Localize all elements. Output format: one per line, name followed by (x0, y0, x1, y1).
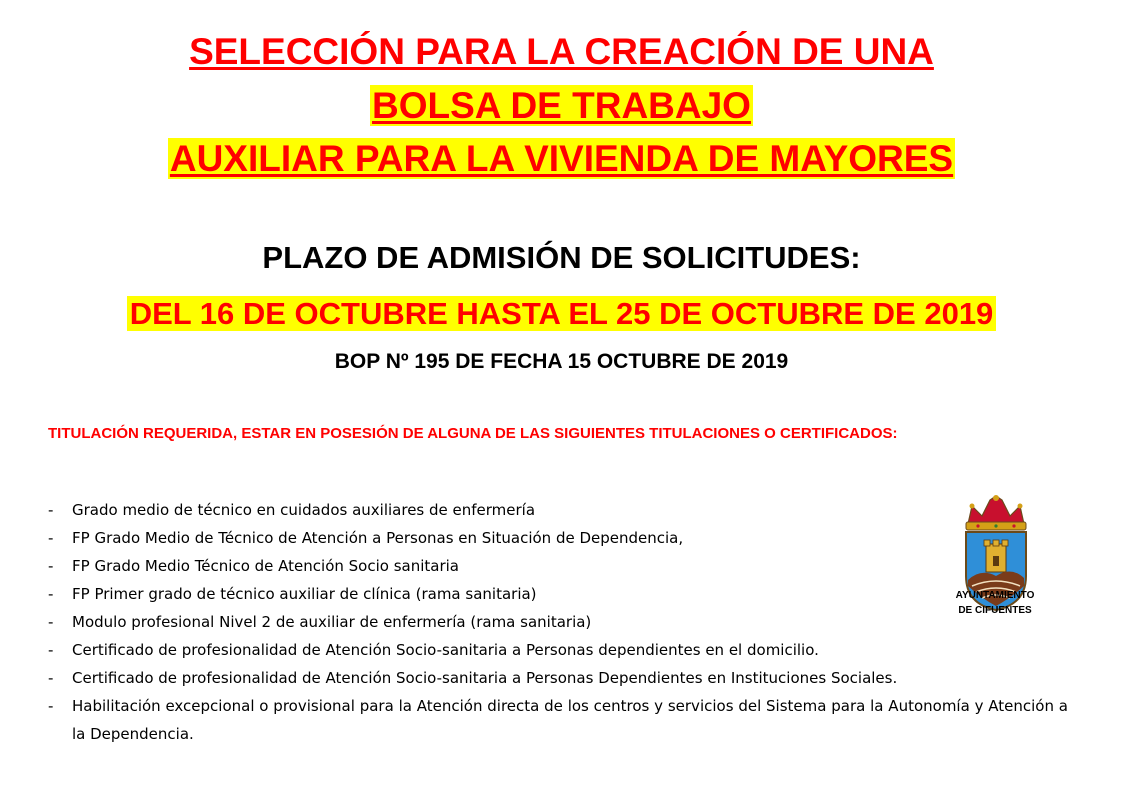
list-item (48, 608, 1068, 636)
bullet-dash: - (48, 529, 54, 547)
bullet-dash: - (48, 585, 54, 603)
bullet-dash: - (48, 641, 54, 659)
list-item-text: Certificado de profesionalidad de Atención Socio-sanitaria a Personas Dependientes en Instituciones Sociales. (72, 669, 898, 687)
plazo-dates (0, 293, 1123, 335)
list-item-text: FP Primer grado de técnico auxiliar de clínica (rama sanitaria) (72, 585, 537, 603)
list-item-text: Grado medio de técnico en cuidados auxiliares de enfermería (72, 501, 536, 519)
bullet-dash: - (48, 697, 54, 715)
bullet-dash: - (48, 501, 54, 519)
title-line-1 (0, 30, 1123, 74)
list-item (48, 580, 1068, 608)
title-line-1-text: SELECCIÓN PARA LA CREACIÓN DE UNA (189, 31, 934, 72)
title-line-2 (0, 84, 1123, 128)
plazo-dates-text: DEL 16 DE OCTUBRE HASTA EL 25 DE OCTUBRE DE 2019 (127, 296, 997, 331)
list-item-text: Certificado de profesionalidad de Atención Socio-sanitaria a Personas dependientes en el domicilio. (72, 641, 819, 659)
bullet-dash: - (48, 557, 54, 575)
plazo-heading: PLAZO DE ADMISIÓN DE SOLICITUDES: (262, 240, 861, 275)
requirements-list (48, 496, 1068, 748)
bullet-dash: - (48, 669, 54, 687)
bullet-dash: - (48, 613, 54, 631)
list-item (48, 692, 1068, 748)
requirements-intro: TITULACIÓN REQUERIDA, ESTAR EN POSESIÓN DE ALGUNA DE LAS SIGUIENTES TITULACIONES O CERTIFICADOS: (48, 425, 898, 442)
bop-reference: BOP Nº 195 DE FECHA 15 OCTUBRE DE 2019 (334, 350, 789, 373)
logo-caption (930, 588, 1060, 618)
list-item (48, 524, 1068, 552)
list-item-text: Modulo profesional Nivel 2 de auxiliar de enfermería (rama sanitaria) (72, 613, 592, 631)
list-item-text: Habilitación excepcional o provisional para la Atención directa de los centros y servicios del Sistema para la Autonomía y Atención a la Dependencia. (72, 697, 1068, 743)
list-item (48, 552, 1068, 580)
list-item (48, 496, 1068, 524)
list-item (48, 636, 1068, 664)
title-line-3-text: AUXILIAR PARA LA VIVIENDA DE MAYORES (169, 138, 954, 179)
title-line-2-text: BOLSA DE TRABAJO (372, 85, 751, 126)
title-line-3 (0, 137, 1123, 181)
list-item-text: FP Grado Medio Técnico de Atención Socio sanitaria (72, 557, 459, 575)
logo-caption-line-1: AYUNTAMIENTO (955, 590, 1035, 601)
list-item (48, 664, 1068, 692)
logo-caption-line-2: DE CIFUENTES (958, 605, 1032, 616)
list-item-text: FP Grado Medio de Técnico de Atención a Personas en Situación de Dependencia, (72, 529, 684, 547)
